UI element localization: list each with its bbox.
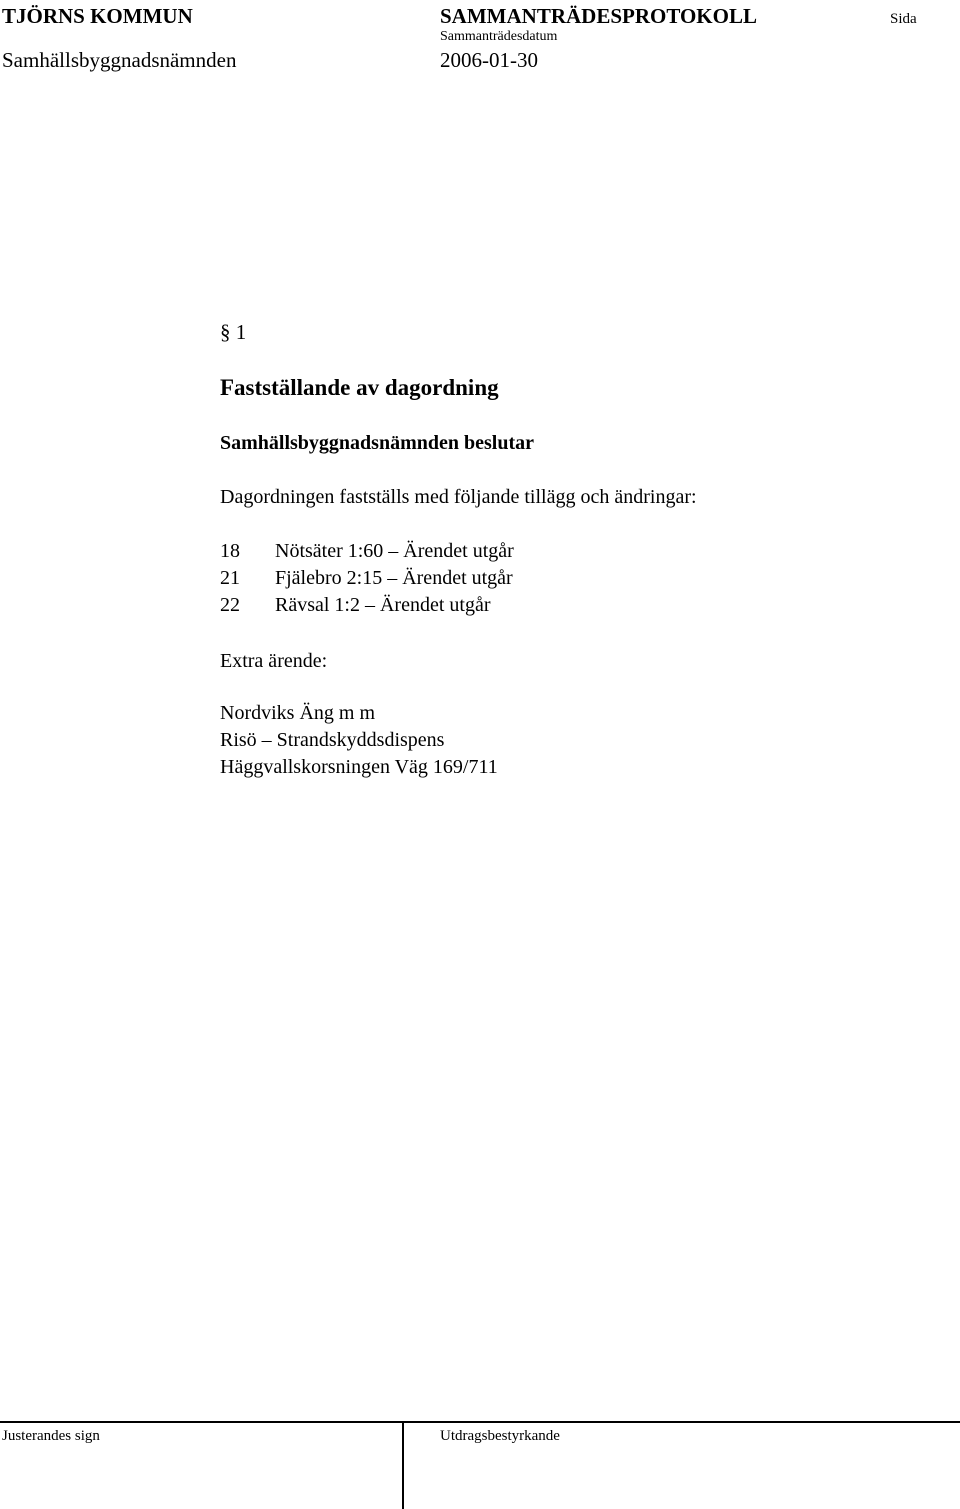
paragraph-number: § 1 [220, 320, 247, 344]
extract-certification-label: Utdragsbestyrkande [440, 1428, 560, 1444]
list-item [220, 592, 514, 619]
item-text: Rävsal 1:2 – Ärendet utgår [275, 594, 491, 616]
intro-text: Dagordningen fastställs med följande tillägg och ändringar: [220, 486, 697, 508]
list-item: Häggvallskorsningen Väg 169/711 [220, 756, 498, 778]
document-type: SAMMANTRÄDESPROTOKOLL [440, 4, 757, 28]
signature-label: Justerandes sign [2, 1428, 100, 1444]
extra-items-list [220, 700, 498, 781]
list-item: Nordviks Äng m m [220, 702, 375, 724]
list-item [220, 565, 514, 592]
list-item [220, 538, 514, 565]
footer-divider [0, 1421, 960, 1423]
item-number: 21 [220, 567, 240, 589]
section-title: Fastställande av dagordning [220, 375, 499, 400]
board-name: Samhällsbyggnadsnämnden [2, 48, 237, 72]
change-list [220, 538, 514, 619]
page-label: Sida [890, 11, 917, 27]
item-number: 22 [220, 594, 240, 616]
item-text: Fjälebro 2:15 – Ärendet utgår [275, 567, 513, 589]
meeting-date-label: Sammanträdesdatum [440, 29, 558, 44]
footer-column-divider [402, 1421, 404, 1509]
organization-name: TJÖRNS KOMMUN [2, 4, 193, 28]
list-item: Risö – Strandskyddsdispens [220, 729, 445, 751]
meeting-date: 2006-01-30 [440, 48, 538, 72]
item-number: 18 [220, 540, 240, 562]
item-text: Nötsäter 1:60 – Ärendet utgår [275, 540, 514, 562]
decision-heading: Samhällsbyggnadsnämnden beslutar [220, 432, 534, 454]
extra-items-label: Extra ärende: [220, 650, 328, 672]
